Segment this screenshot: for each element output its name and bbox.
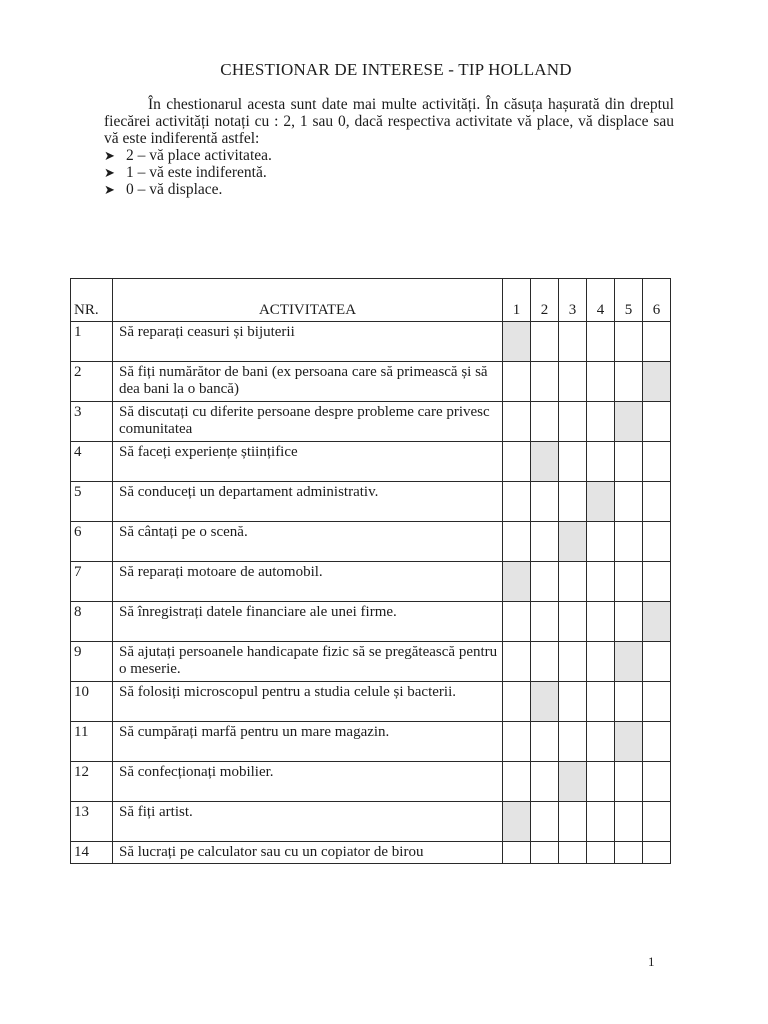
- activity-text: Să fiți artist.: [113, 802, 503, 842]
- rating-cell: [559, 602, 587, 642]
- table-row: [71, 642, 671, 682]
- legend-item: [104, 147, 674, 164]
- rating-cell: [503, 762, 531, 802]
- rating-cell: [559, 802, 587, 842]
- header-activity: ACTIVITATEA: [113, 279, 503, 322]
- answer-cell-shaded[interactable]: [615, 402, 643, 442]
- rating-cell: [615, 802, 643, 842]
- rating-cell: [643, 482, 671, 522]
- rating-cell: [559, 402, 587, 442]
- answer-cell-shaded[interactable]: [643, 362, 671, 402]
- table-row: [71, 562, 671, 602]
- header-nr: NR.: [71, 279, 113, 322]
- rating-cell: [503, 722, 531, 762]
- table-row: [71, 402, 671, 442]
- rating-cell: [587, 442, 615, 482]
- rating-cell: [503, 402, 531, 442]
- row-number: 2: [71, 362, 113, 402]
- rating-cell: [531, 522, 559, 562]
- answer-cell-shaded[interactable]: [531, 442, 559, 482]
- answer-cell-shaded[interactable]: [503, 322, 531, 362]
- intro-paragraph: În chestionarul acesta sunt date mai multe activități. În căsuța hașurată din dreptul fiecărei activități notați cu : 2, 1 sau 0, dacă respectiva activitate vă place, vă displace sau vă este indiferentă astfel:: [104, 96, 674, 147]
- rating-cell: [643, 842, 671, 864]
- legend-text: 1 – vă este indiferentă.: [126, 164, 267, 181]
- answer-cell-shaded[interactable]: [559, 522, 587, 562]
- rating-cell: [503, 842, 531, 864]
- rating-cell: [587, 802, 615, 842]
- answer-cell-shaded[interactable]: [503, 562, 531, 602]
- rating-cell: [643, 762, 671, 802]
- rating-cell: [531, 842, 559, 864]
- rating-cell: [531, 322, 559, 362]
- row-number: 4: [71, 442, 113, 482]
- activity-text: Să ajutați persoanele handicapate fizic să se pregătească pentru o meserie.: [113, 642, 503, 682]
- rating-cell: [643, 562, 671, 602]
- table-header-row: [71, 279, 671, 322]
- arrowhead-icon: ➤: [104, 148, 115, 163]
- rating-cell: [643, 682, 671, 722]
- rating-legend: [104, 147, 674, 198]
- rating-cell: [587, 602, 615, 642]
- legend-text: 2 – vă place activitatea.: [126, 147, 272, 164]
- answer-cell-shaded[interactable]: [559, 762, 587, 802]
- row-number: 6: [71, 522, 113, 562]
- rating-cell: [531, 722, 559, 762]
- table-row: [71, 322, 671, 362]
- rating-cell: [587, 562, 615, 602]
- rating-cell: [531, 602, 559, 642]
- table-row: [71, 362, 671, 402]
- row-number: 8: [71, 602, 113, 642]
- answer-cell-shaded[interactable]: [503, 802, 531, 842]
- rating-cell: [643, 802, 671, 842]
- row-number: 13: [71, 802, 113, 842]
- activity-text: Să discutați cu diferite persoane despre probleme care privesc comunitatea: [113, 402, 503, 442]
- rating-cell: [531, 482, 559, 522]
- rating-cell: [531, 642, 559, 682]
- rating-cell: [503, 442, 531, 482]
- table-row: [71, 722, 671, 762]
- legend-text: 0 – vă displace.: [126, 181, 223, 198]
- document-title: CHESTIONAR DE INTERESE - TIP HOLLAND: [220, 60, 572, 79]
- rating-cell: [615, 682, 643, 722]
- legend-item: [104, 181, 674, 198]
- answer-cell-shaded[interactable]: [615, 642, 643, 682]
- rating-cell: [559, 442, 587, 482]
- header-col-1: 1: [503, 279, 531, 322]
- activity-text: Să faceți experiențe științifice: [113, 442, 503, 482]
- rating-cell: [615, 762, 643, 802]
- rating-cell: [503, 522, 531, 562]
- rating-cell: [587, 362, 615, 402]
- activity-text: Să folosiți microscopul pentru a studia celule și bacterii.: [113, 682, 503, 722]
- answer-cell-shaded[interactable]: [587, 482, 615, 522]
- rating-cell: [531, 362, 559, 402]
- arrowhead-icon: ➤: [104, 165, 115, 180]
- header-col-2: 2: [531, 279, 559, 322]
- rating-cell: [587, 762, 615, 802]
- header-col-3: 3: [559, 279, 587, 322]
- rating-cell: [615, 482, 643, 522]
- rating-cell: [559, 642, 587, 682]
- rating-cell: [559, 722, 587, 762]
- rating-cell: [559, 362, 587, 402]
- rating-cell: [587, 402, 615, 442]
- rating-cell: [503, 362, 531, 402]
- rating-cell: [615, 442, 643, 482]
- rating-cell: [587, 322, 615, 362]
- table-row: [71, 802, 671, 842]
- legend-item: [104, 164, 674, 181]
- rating-cell: [615, 602, 643, 642]
- table-row: [71, 522, 671, 562]
- rating-cell: [643, 522, 671, 562]
- rating-cell: [643, 642, 671, 682]
- row-number: 9: [71, 642, 113, 682]
- rating-cell: [531, 802, 559, 842]
- rating-cell: [587, 842, 615, 864]
- rating-cell: [531, 402, 559, 442]
- rating-cell: [531, 762, 559, 802]
- rating-cell: [587, 682, 615, 722]
- activity-text: Să fiți numărător de bani (ex persoana care să primească și să dea bani la o bancă): [113, 362, 503, 402]
- rating-cell: [559, 842, 587, 864]
- table-row: [71, 602, 671, 642]
- rating-cell: [615, 522, 643, 562]
- table-row: [71, 762, 671, 802]
- row-number: 12: [71, 762, 113, 802]
- rating-cell: [531, 562, 559, 602]
- rating-cell: [615, 842, 643, 864]
- rating-cell: [643, 722, 671, 762]
- header-col-4: 4: [587, 279, 615, 322]
- rating-cell: [587, 522, 615, 562]
- activity-text: Să înregistrați datele financiare ale unei firme.: [113, 602, 503, 642]
- row-number: 5: [71, 482, 113, 522]
- table-row: [71, 842, 671, 864]
- activity-text: Să lucrați pe calculator sau cu un copiator de birou: [113, 842, 503, 864]
- activity-text: Să conduceți un departament administrativ.: [113, 482, 503, 522]
- activity-text: Să confecționați mobilier.: [113, 762, 503, 802]
- answer-cell-shaded[interactable]: [643, 602, 671, 642]
- header-col-5: 5: [615, 279, 643, 322]
- activity-text: Să reparați ceasuri și bijuterii: [113, 322, 503, 362]
- activity-text: Să cântați pe o scenă.: [113, 522, 503, 562]
- rating-cell: [503, 602, 531, 642]
- row-number: 11: [71, 722, 113, 762]
- row-number: 1: [71, 322, 113, 362]
- answer-cell-shaded[interactable]: [615, 722, 643, 762]
- answer-cell-shaded[interactable]: [531, 682, 559, 722]
- rating-cell: [643, 442, 671, 482]
- activities-table: [70, 278, 671, 864]
- row-number: 7: [71, 562, 113, 602]
- arrowhead-icon: ➤: [104, 182, 115, 197]
- table-row: [71, 442, 671, 482]
- row-number: 14: [71, 842, 113, 864]
- rating-cell: [643, 322, 671, 362]
- rating-cell: [503, 642, 531, 682]
- rating-cell: [503, 682, 531, 722]
- page-number: 1: [648, 954, 655, 969]
- activity-text: Să reparați motoare de automobil.: [113, 562, 503, 602]
- rating-cell: [503, 482, 531, 522]
- table-row: [71, 482, 671, 522]
- rating-cell: [559, 682, 587, 722]
- header-col-6: 6: [643, 279, 671, 322]
- rating-cell: [559, 322, 587, 362]
- rating-cell: [587, 642, 615, 682]
- table-row: [71, 682, 671, 722]
- row-number: 3: [71, 402, 113, 442]
- rating-cell: [643, 402, 671, 442]
- rating-cell: [559, 562, 587, 602]
- rating-cell: [615, 362, 643, 402]
- activity-text: Să cumpărați marfă pentru un mare magazin.: [113, 722, 503, 762]
- row-number: 10: [71, 682, 113, 722]
- rating-cell: [615, 562, 643, 602]
- rating-cell: [615, 322, 643, 362]
- rating-cell: [587, 722, 615, 762]
- rating-cell: [559, 482, 587, 522]
- instructions: [104, 96, 674, 198]
